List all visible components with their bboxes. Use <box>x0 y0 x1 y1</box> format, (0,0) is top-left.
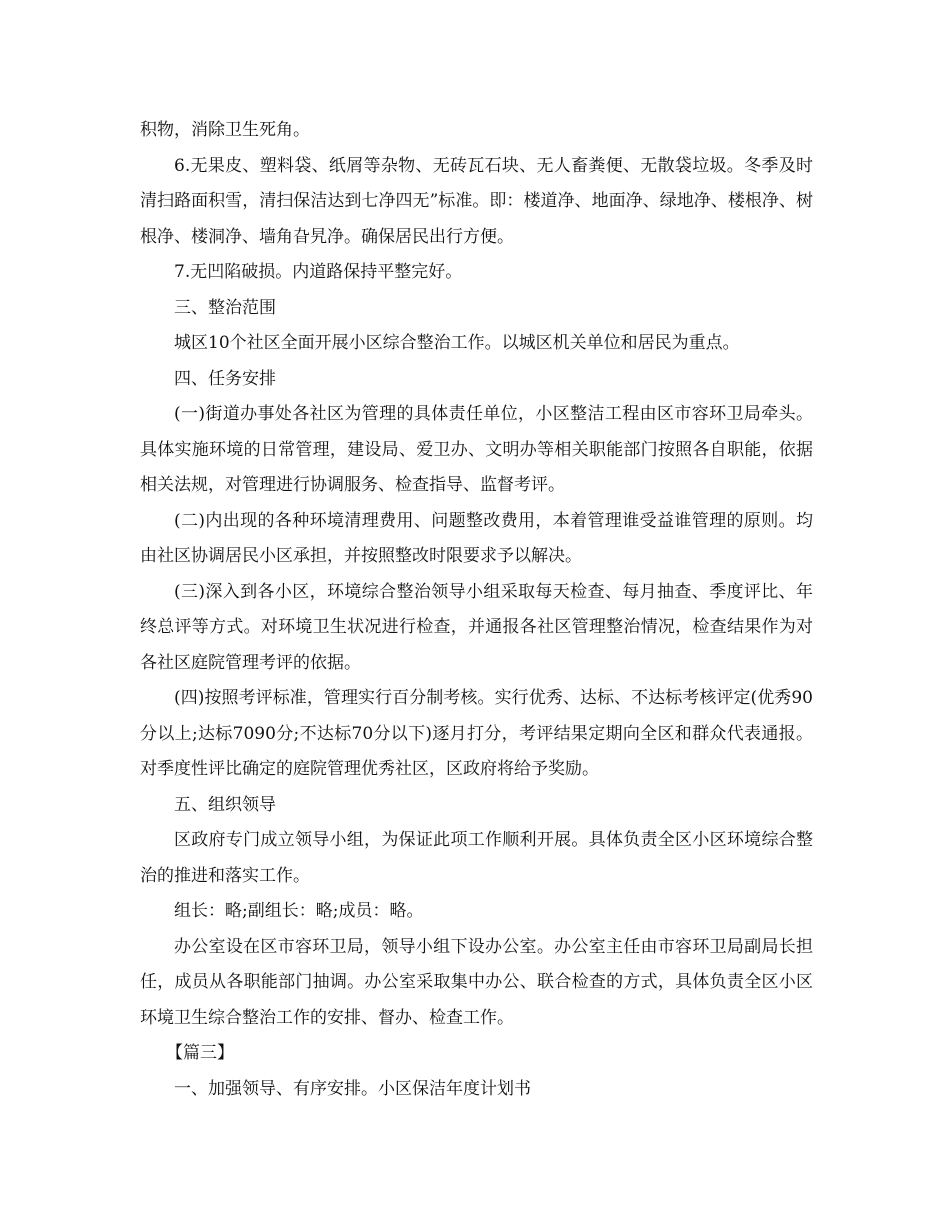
section-heading-tasks: 四、任务安排 <box>174 368 276 389</box>
paragraph-scope: 城区10个社区全面开展小区综合整治工作。以城区机关单位和居民为重点。 <box>174 333 740 353</box>
paragraph-task-3: (三)深入到各小区，环境综合整治领导小组采取每天检查、每月抽查、季度评比、年终总评等方式。对环境卫生状况进行检查，并通报各社区管理整治情况，检查结果作为对各社区庭院管理考评的依据。 <box>140 581 813 673</box>
chapter-heading: 【篇三】 <box>166 1043 234 1063</box>
paragraph-leadership: 区政府专门成立领导小组，为保证此项工作顺利开展。具体负责全区小区环境综合整治的推进和落实工作。 <box>140 830 813 886</box>
paragraph-task-1: (一)街道办事处各社区为管理的具体责任单位，小区整洁工程由区市容环卫局牵头。具体实施环境的日常管理，建设局、爱卫办、文明办等相关职能部门按照各自职能，依据相关法规，对管理进行协调服务、检查指导、监督考评。 <box>140 404 813 495</box>
section-heading-scope: 三、整治范围 <box>174 297 276 318</box>
paragraph-continuation: 积物，消除卫生死角。 <box>140 120 310 140</box>
paragraph-task-4: (四)按照考评标准，管理实行百分制考核。实行优秀、达标、不达标考核评定(优秀90分以上;达标7090分;不达标70分以下)逐月打分，考评结果定期向全区和群众代表通报。对季度性评比确定的庭院管理优秀社区，区政府将给予奖励。 <box>140 688 813 779</box>
paragraph-office: 办公室设在区市容环卫局，领导小组下设办公室。办公室主任由市容环卫局副局长担任，成员从各职能部门抽调。办公室采取集中办公、联合检查的方式，具体负责全区小区环境卫生综合整治工作的安排、督办、检查工作。 <box>140 936 813 1028</box>
paragraph-members: 组长：略;副组长：略;成员：略。 <box>174 901 424 921</box>
paragraph-item-6: 6.无果皮、塑料袋、纸屑等杂物、无砖瓦石块、无人畜粪便、无散袋垃圾。冬季及时清扫路面积雪，清扫保洁达到七净四无”标准。即：楼道净、地面净、绿地净、楼根净、树根净、楼洞净、墙角旮旯净。确保居民出行方便。 <box>140 155 813 247</box>
section-heading-strengthen: 一、加强领导、有序安排。小区保洁年度计划书 <box>174 1078 531 1099</box>
paragraph-task-2: (二)内出现的各种环境清理费用、问题整改费用，本着管理谁受益谁管理的原则。均由社区协调居民小区承担，并按照整改时限要求予以解决。 <box>140 510 813 566</box>
section-heading-leadership: 五、组织领导 <box>174 794 276 815</box>
paragraph-item-7: 7.无凹陷破损。内道路保持平整完好。 <box>174 262 463 282</box>
